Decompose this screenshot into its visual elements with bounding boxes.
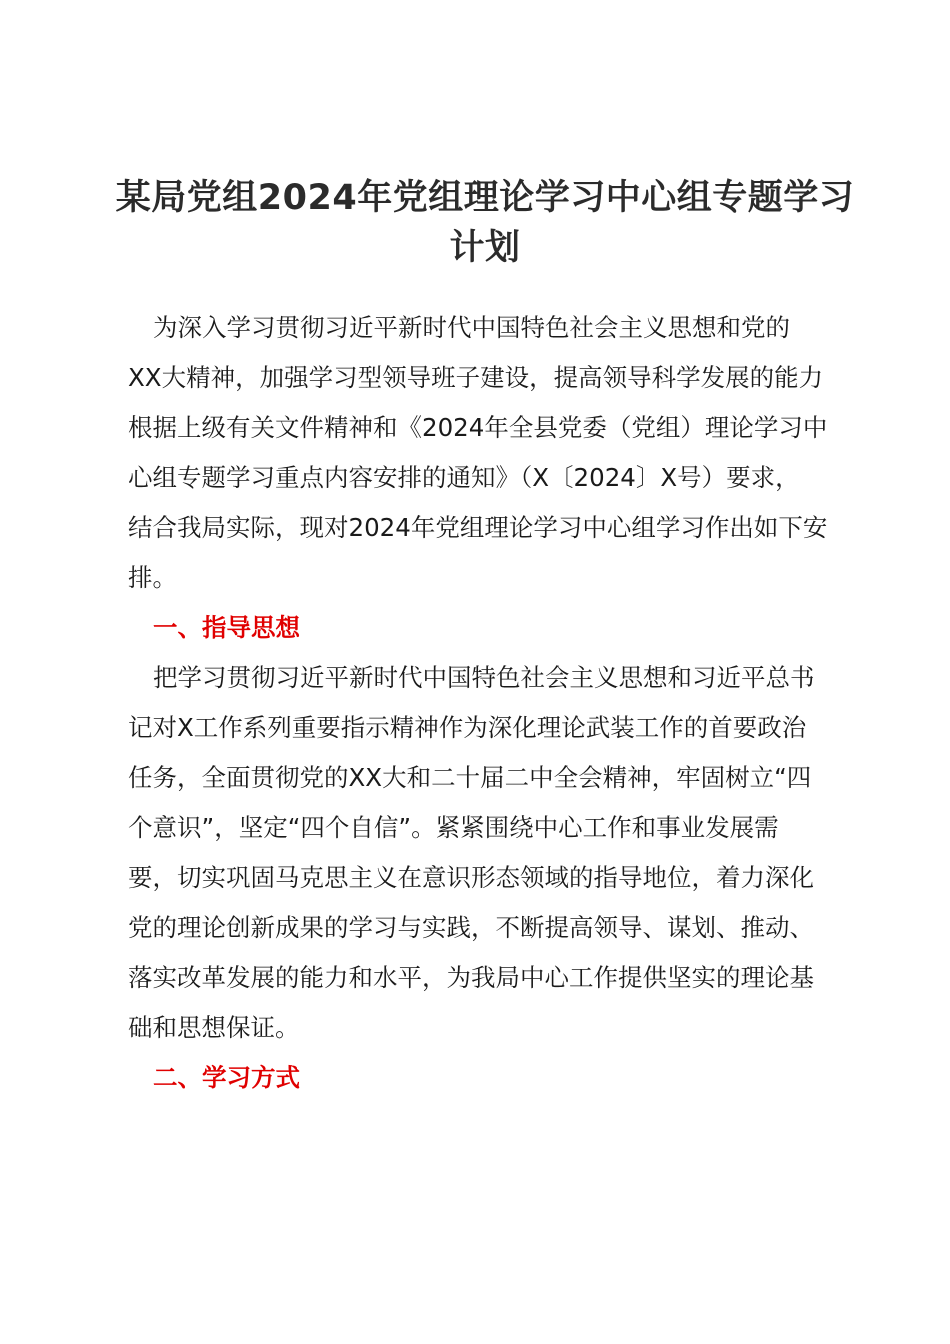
intro-line-2: XX大精神，加强学习型领导班子建设，提高领导科学发展的能力 (128, 363, 824, 392)
section1-line-8: 础和思想保证。 (128, 1013, 300, 1042)
section1-line-5: 要，切实巩固马克思主义在意识形态领域的指导地位，着力深化 (128, 863, 814, 892)
section1-line-6: 党的理论创新成果的学习与实践，不断提高领导、谋划、推动、 (128, 913, 814, 942)
intro-line-4: 心组专题学习重点内容安排的通知》（X〔2024〕X号）要求， (128, 463, 800, 492)
section-heading-study-method: 二、学习方式 (153, 1063, 300, 1092)
intro-line-1: 为深入学习贯彻习近平新时代中国特色社会主义思想和党的 (153, 313, 790, 342)
intro-line-5: 结合我局实际，现对2024年党组理论学习中心组学习作出如下安 (128, 513, 828, 542)
section1-line-3: 任务，全面贯彻党的XX大和二十届二中全会精神，牢固树立“四 (128, 763, 812, 792)
section1-line-2: 记对X工作系列重要指示精神作为深化理论武装工作的首要政治 (128, 713, 807, 742)
intro-line-3: 根据上级有关文件精神和《2024年全县党委（党组）理论学习中 (128, 413, 828, 442)
section1-line-1: 把学习贯彻习近平新时代中国特色社会主义思想和习近平总书 (153, 663, 815, 692)
document-title-line-2: 计划 (449, 228, 521, 268)
section-heading-guiding-ideology: 一、指导思想 (153, 613, 300, 642)
section1-line-7: 落实改革发展的能力和水平，为我局中心工作提供坚实的理论基 (128, 963, 814, 992)
document-title-line-1: 某局党组2024年党组理论学习中心组专题学习 (115, 178, 855, 218)
intro-line-6: 排。 (128, 563, 177, 592)
section1-line-4: 个意识”，坚定“四个自信”。紧紧围绕中心工作和事业发展需 (128, 813, 779, 842)
